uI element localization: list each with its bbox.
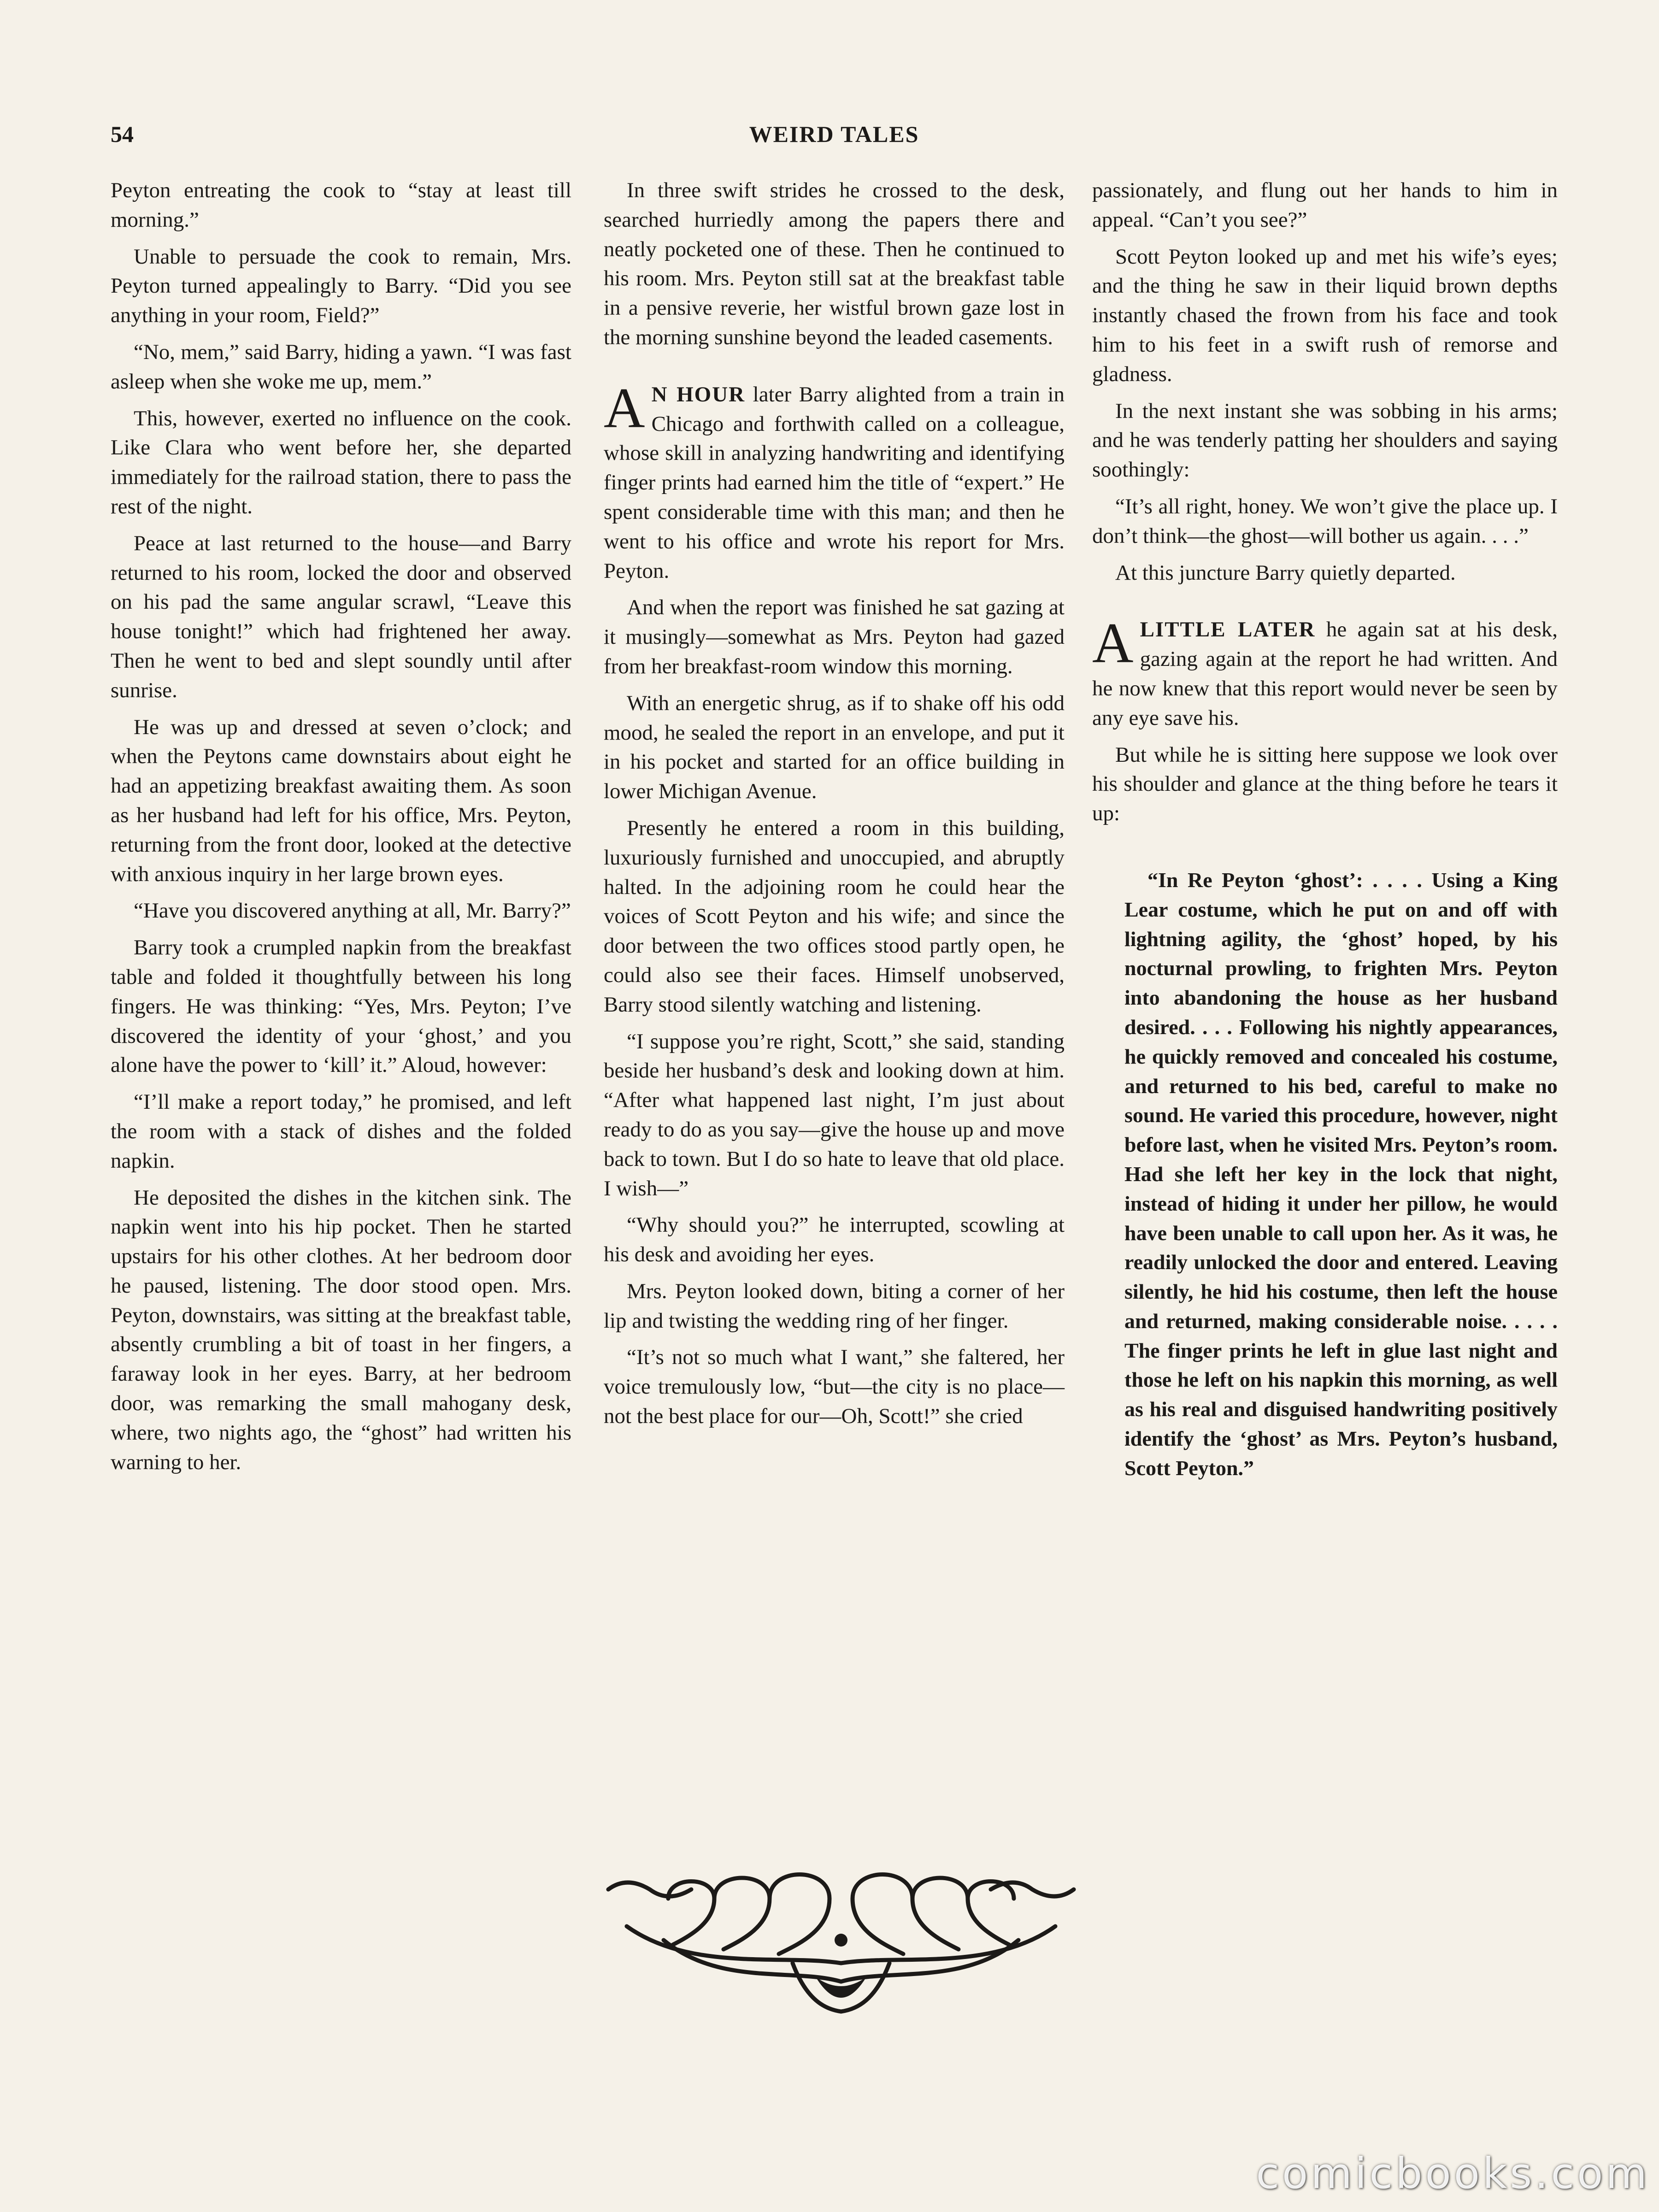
paragraph: In three swift strides he crossed to the desk, searched hurriedly among the papers there and neatly pocketed one of these. Then he continued to his room. Mrs. Peyton still sat at the breakfast table in a pensive reverie, her wistful brown gaze lost in the morning sunshine beyond the leaded casements.: [604, 178, 1065, 349]
paragraph: “Have you discovered anything at all, Mr. Barry?”: [134, 899, 571, 923]
section-lead-in: LITTLE LATER: [1140, 618, 1316, 642]
paragraph: Presently he entered a room in this building, luxuriously furnished and unoccupied, and abruptly halted. In the adjoining room he could hear the voices of Scott Peyton and his wife; and since the door between the two offices stood partly open, he could also see their faces. Himself unobserved, Barry stood silently watching and listening.: [604, 816, 1065, 1017]
paragraph: Peyton entreating the cook to “stay at least till morning.”: [111, 178, 571, 232]
column-1: [111, 176, 571, 1484]
watermark: comicbooks.com: [1256, 2149, 1650, 2198]
paragraph: And when the report was finished he sat gazing at it musingly—somewhat as Mrs. Peyton had gazed from her breakfast-room window this morning.: [604, 595, 1065, 678]
drop-cap: A: [604, 376, 645, 440]
paragraph: “It’s all right, honey. We won’t give the place up. I don’t think—the ghost—will bother us again. . . .”: [1092, 494, 1558, 548]
section-paragraph: [1092, 612, 1558, 733]
paragraph: He deposited the dishes in the kitchen sink. The napkin went into his hip pocket. Then he started upstairs for his other clothes. At her bedroom door he paused, listening. The door stood open. Mrs. Peyton, downstairs, was sitting at the breakfast table, absently crumbling a bit of toast in her fingers, a faraway look in her eyes. Barry, at her bedroom door, was remarking the small mahogany desk, where, two nights ago, the “ghost” had written his warning to her.: [111, 1185, 571, 1474]
drop-cap: A: [1092, 612, 1134, 675]
paragraph: passionately, and flung out her hands to him in appeal. “Can’t you see?”: [1092, 178, 1558, 232]
paragraph: Unable to persuade the cook to remain, Mrs. Peyton turned appealingly to Barry. “Did you see anything in your room, Field?”: [111, 244, 571, 328]
paragraph: This, however, exerted no influence on the cook. Like Clara who went before her, she departed immediately for the railroad station, there to pass the rest of the night.: [111, 406, 571, 518]
paragraph: “It’s not so much what I want,” she faltered, her voice tremulously low, “but—the city is no place—not the best place for our—Oh, Scott!” she cried: [604, 1345, 1065, 1429]
section-paragraph: [604, 376, 1065, 586]
paragraph: “No, mem,” said Barry, hiding a yawn. “I was fast asleep when she woke me up, mem.”: [111, 340, 571, 394]
paragraph: In the next instant she was sobbing in his arms; and he was tenderly patting her shoulders and saying soothingly:: [1092, 399, 1558, 482]
art-nouveau-tailpiece-ornament-icon: [599, 1871, 1083, 2018]
section-lead-in: N HOUR: [651, 382, 746, 406]
paragraph: With an energetic shrug, as if to shake off his odd mood, he sealed the report in an envelope, and put it in his pocket and started for an office building in lower Michigan Avenue.: [604, 691, 1065, 804]
paragraph: At this juncture Barry quietly departed.: [1115, 560, 1456, 585]
detective-report: [1124, 865, 1558, 1483]
paragraph: “I suppose you’re right, Scott,” she said, standing beside her husband’s desk and looking down at him. “After what happened last night, I’m just about ready to do as you say—give the house up and move back to town. But I do so hate to leave that old place. I wish—”: [604, 1029, 1065, 1200]
magazine-title: WEIRD TALES: [749, 121, 919, 147]
paragraph: But while he is sitting here suppose we look over his shoulder and glance at the thing before he tears it up:: [1092, 742, 1558, 826]
section-text: he again sat at his desk, gazing again at the report he had written. And he now knew that this report would never be seen by any eye save his.: [1092, 618, 1558, 730]
column-3: [1092, 176, 1558, 1483]
paragraph: “Why should you?” he interrupted, scowling at his desk and avoiding her eyes.: [604, 1213, 1065, 1267]
column-2: [604, 176, 1065, 1439]
report-text: “In Re Peyton ‘ghost’: . . . . Using a King Lear costume, which he put on and off with lightning agility, the ‘ghost’ hoped, by his nocturnal prowling, to frighten Mrs. Peyton into abandoning the house as her husband desired. . . . Following his nightly appearances, he quickly removed and concealed his costume, and returned to his bed, careful to make no sound. He varied this procedure, however, night before last, when he visited Mrs. Peyton’s room. Had she left her key in the lock that night, instead of hiding it under her pillow, he would have been unable to call upon her. As it was, he readily unlocked the door and entered. Leaving silently, he hid his costume, then left the house and returned, making considerable noise. . . . . The finger prints he left in glue last night and those he left on his napkin this morning, as well as his real and disguised handwriting positively identify the ‘ghost’ as Mrs. Peyton’s husband, Scott Peyton.”: [1124, 868, 1558, 1480]
paragraph: Scott Peyton looked up and met his wife’s eyes; and the thing he saw in their liquid brown depths instantly chased the frown from his face and took him to his feet in a swift rush of remorse and gladness.: [1092, 244, 1558, 386]
paragraph: Mrs. Peyton looked down, biting a corner of her lip and twisting the wedding ring of her finger.: [604, 1279, 1065, 1333]
paragraph: Peace at last returned to the house—and Barry returned to his room, locked the door and observed on his pad the same angular scrawl, “Leave this house tonight!” which had frightened her away. Then he went to bed and slept soundly until after sunrise.: [111, 531, 571, 702]
page-number: 54: [111, 121, 134, 147]
paragraph: Barry took a crumpled napkin from the breakfast table and folded it thoughtfully between his long fingers. He was thinking: “Yes, Mrs. Peyton; I’ve discovered the identity of your ‘ghost,’ and you alone have the power to ‘kill’ it.” Aloud, however:: [111, 935, 571, 1077]
paragraph: He was up and dressed at seven o’clock; and when the Peytons came downstairs about eight he had an appetizing breakfast awaiting them. As soon as her husband had left for his office, Mrs. Peyton, returning from the front door, looked at the detective with anxious inquiry in her large brown eyes.: [111, 715, 571, 886]
paragraph: “I’ll make a report today,” he promised, and left the room with a stack of dishes and the folded napkin.: [111, 1090, 571, 1173]
section-text: later Barry alighted from a train in Chicago and forthwith called on a colleague, whose skill in analyzing handwriting and identifying finger prints had earned him the title of “expert.” He spent considerable time with this man; and then he went to his office and wrote his report for Mrs. Peyton.: [604, 382, 1065, 583]
page-header: [111, 121, 1558, 153]
